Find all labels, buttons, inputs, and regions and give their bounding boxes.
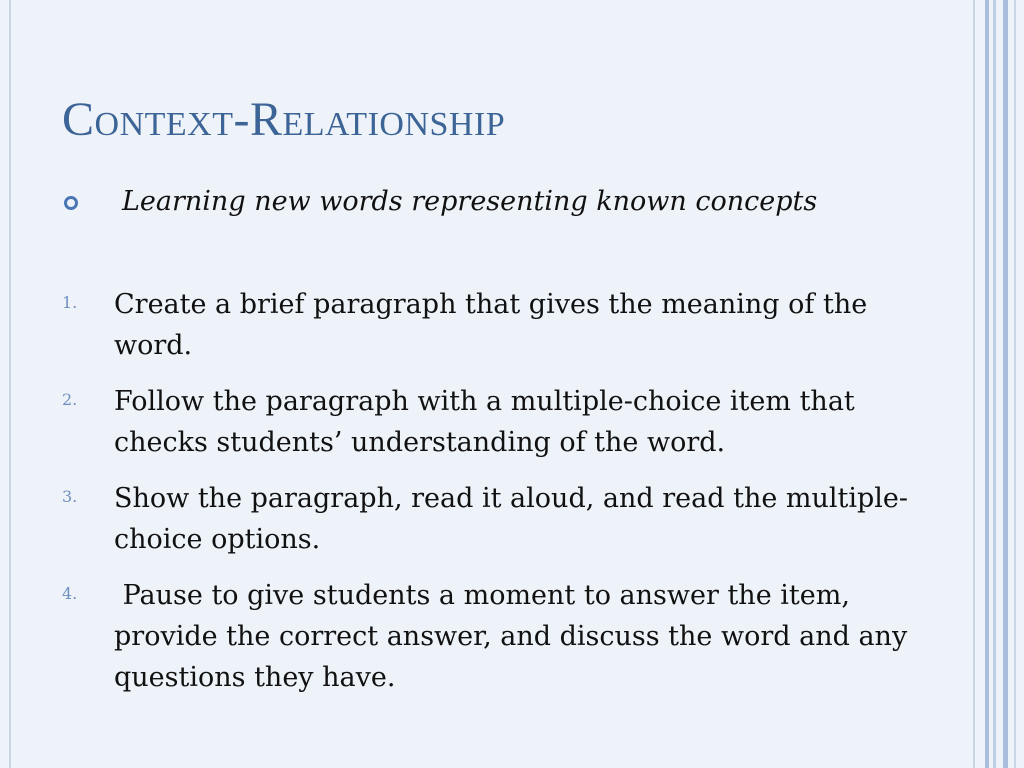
circle-bullet-icon	[64, 196, 78, 210]
list-item-text: Show the paragraph, read it aloud, and read the multiple-choice options.	[114, 483, 909, 555]
bullet-text: Learning new words representing known concepts	[122, 186, 818, 217]
right-border-line	[973, 0, 975, 768]
right-border-line	[1003, 0, 1008, 768]
list-item	[60, 284, 940, 366]
list-item-number: 2.	[62, 390, 78, 409]
bullet-item	[62, 184, 952, 224]
numbered-steps-list	[60, 284, 940, 713]
slide-title: Context-Relationship	[62, 93, 506, 146]
list-item-number: 3.	[62, 487, 78, 506]
list-item	[60, 575, 940, 698]
list-item-text: Follow the paragraph with a multiple-choice item that checks students’ understanding of the word.	[114, 386, 855, 458]
list-item-text: Pause to give students a moment to answer the item, provide the correct answer, and discuss the word and any questions they have.	[114, 580, 916, 693]
list-item-number: 4.	[62, 584, 78, 603]
list-item	[60, 381, 940, 463]
list-item	[60, 478, 940, 560]
right-border-line	[993, 0, 996, 768]
list-item-number: 1.	[62, 293, 78, 312]
right-border-line	[1014, 0, 1016, 768]
right-border-line	[985, 0, 989, 768]
list-item-text: Create a brief paragraph that gives the meaning of the word.	[114, 289, 868, 361]
left-border-line	[9, 0, 11, 768]
